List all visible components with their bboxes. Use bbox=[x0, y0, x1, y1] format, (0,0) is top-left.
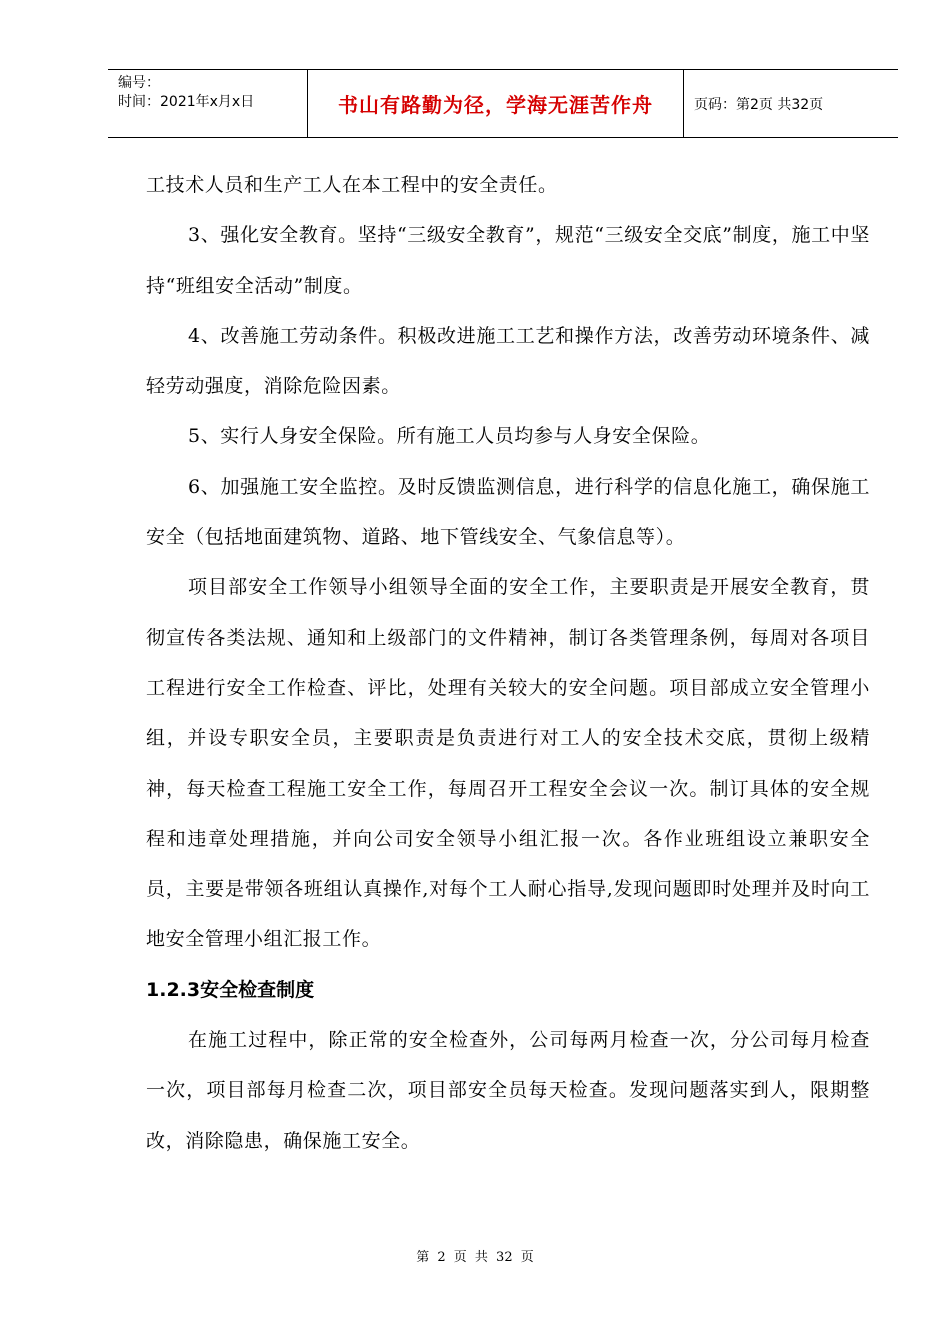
header-meta bbox=[108, 70, 308, 137]
page-header bbox=[108, 69, 898, 138]
document-body bbox=[146, 160, 870, 1166]
paragraph-working-conditions: 4、改善施工劳动条件。积极改进施工工艺和操作方法，改善劳动环境条件、减轻劳动强度，消除危险因素。 bbox=[146, 324, 870, 398]
paragraph-inspection: 在施工过程中，除正常的安全检查外，公司每两月检查一次，分公司每月检查一次，项目部每月检查二次，项目部安全员每天检查。发现问题落实到人，限期整改，消除隐患，确保施工安全。 bbox=[146, 1029, 870, 1152]
paragraph-safety-education: 3、强化安全教育。坚持“三级安全教育”，规范“三级安全交底”制度，施工中坚持“班组安全活动”制度。 bbox=[146, 224, 870, 297]
section-heading: 1.2.3安全检查制度 bbox=[146, 978, 315, 1001]
paragraph-monitoring: 6、加强施工安全监控。及时反馈监测信息，进行科学的信息化施工，确保施工安全（包括地面建筑物、道路、地下管线安全、气象信息等）。 bbox=[146, 475, 870, 549]
paragraph-continued: 工技术人员和生产工人在本工程中的安全责任。 bbox=[146, 174, 558, 196]
page-footer: 第 2 页 共 32 页 bbox=[416, 1250, 534, 1265]
header-page-info: 页码：第2页 共32页 bbox=[694, 96, 824, 113]
paragraph-leadership-group: 项目部安全工作领导小组领导全面的安全工作，主要职责是开展安全教育，贯彻宣传各类法规、通知和上级部门的文件精神，制订各类管理条例，每周对各项目工程进行安全工作检查、评比，处理有关较大的安全问题。项目部成立安全管理小组，并设专职安全员，主要职责是负责进行对工人的安全技术交底，贯彻上级精神，每天检查工程施工安全工作，每周召开工程安全会议一次。制订具体的安全规程和违章处理措施，并向公司安全领导小组汇报一次。各作业班组设立兼职安全员，主要是带领各班组认真操作,对每个工人耐心指导,发现问题即时处理并及时向工地安全管理小组汇报工作。 bbox=[146, 576, 870, 951]
document-time-label: 时间：2021年x月x日 bbox=[118, 94, 255, 110]
header-motto: 书山有路勤为径，学海无涯苦作舟 bbox=[308, 70, 684, 137]
paragraph-insurance: 5、实行人身安全保险。所有施工人员均参与人身安全保险。 bbox=[188, 425, 711, 448]
document-number-label: 编号： bbox=[118, 75, 160, 91]
